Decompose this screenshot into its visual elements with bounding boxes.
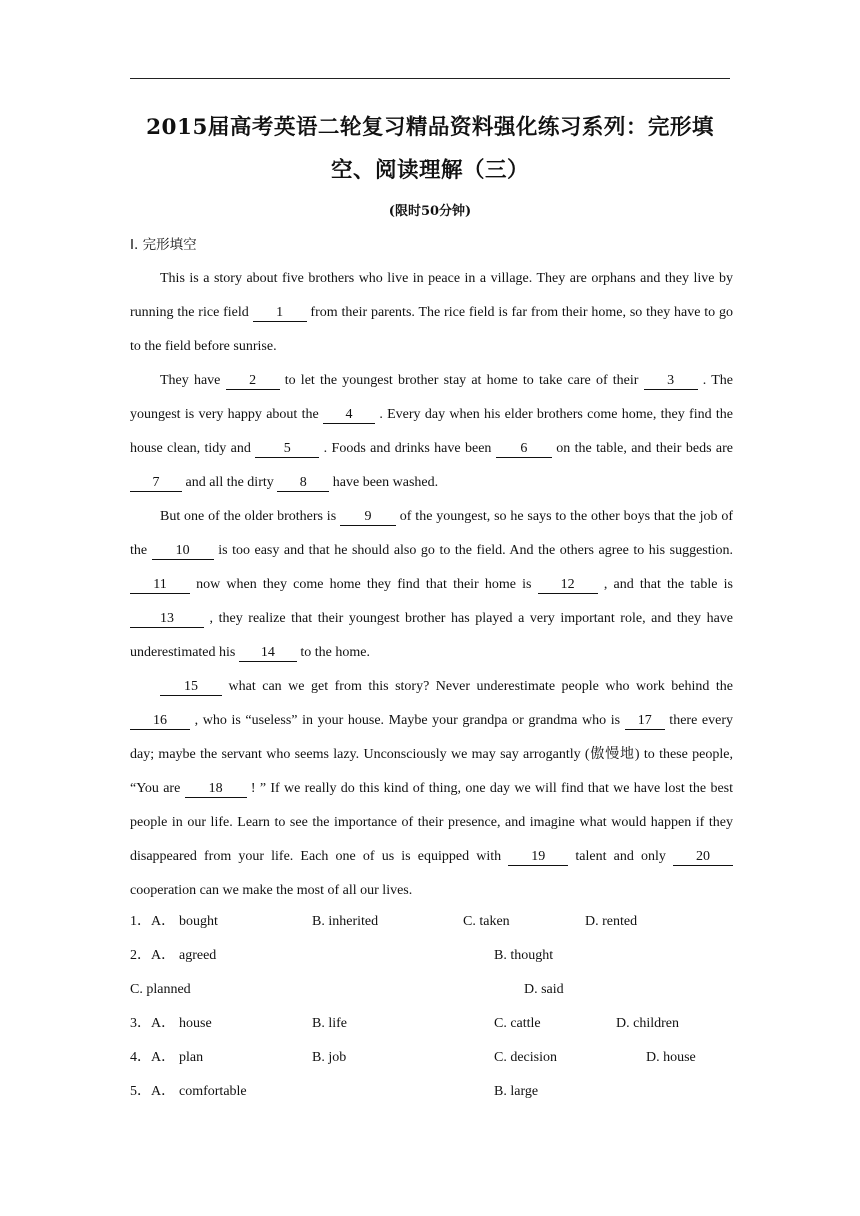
blank-11: 11 [130,576,190,594]
option-number: 1．A． [130,914,176,929]
option-row-3 [130,1007,740,1041]
option-row-2 [130,939,740,973]
option-a: plan [179,1050,204,1065]
option-d: D. rented [585,914,638,929]
passage-text: now when they come home they find that their home is [190,577,538,592]
answer-options [130,905,740,1109]
option-number: 3．A． [130,1016,176,1031]
passage-text: . The youngest is very happy about the [130,373,733,422]
option-c: C. taken [463,914,510,929]
passage-text: This is a story about five brothers who live in peace in a village. They are orphans and they live by running the rice field [130,271,733,320]
paragraph-3 [130,500,733,670]
blank-9: 9 [340,508,396,526]
paragraph-4 [130,670,733,908]
passage-text: , who is “useless” in your house. Maybe your grandpa or grandma who is [190,713,625,728]
time-limit: (限时50分钟) [388,204,472,219]
title-line-1: 2015届高考英语二轮复习精品资料强化练习系列：完形填 [146,115,714,140]
title-line-2: 空、阅读理解（三） [330,158,529,183]
blank-5: 5 [255,440,319,458]
blank-13: 13 [130,610,204,628]
option-d: D. said [524,982,564,997]
passage-text: there every day; maybe the servant who seems lazy. Unconsciously we may say arrogantly (傲慢地) to these people, “You are [130,713,733,796]
page-title [130,106,730,192]
passage-text: what can we get from this story? Never underestimate people who work behind the [222,679,733,694]
cloze-passage [130,262,733,908]
header-rule [130,78,730,79]
option-b: B. inherited [312,914,379,929]
passage-text: . Every day when his elder brothers come home, they find the house clean, tidy and [130,407,734,456]
passage-text: , and that the table is [597,577,733,592]
option-c: C. cattle [494,1016,541,1031]
passage-text: They have [160,373,226,388]
blank-10: 10 [152,542,214,560]
blank-6: 6 [496,440,552,458]
blank-8: 8 [277,474,329,492]
blank-3: 3 [644,372,698,390]
blank-2: 2 [226,372,280,390]
option-number: 2．A． [130,948,176,963]
passage-text: of the youngest, so he says to the other boys that the job of the [130,509,734,558]
blank-1: 1 [253,304,307,322]
passage-text: is too easy and that he should also go to the field. And the others agree to his suggestion. [213,543,734,558]
blank-7: 7 [130,474,182,492]
paragraph-1 [130,262,733,364]
option-b: B. job [312,1050,347,1065]
blank-19: 19 [508,848,568,866]
passage-text: have been washed. [329,475,439,490]
option-b: B. life [312,1016,347,1031]
paragraph-2 [130,364,733,500]
option-row-1 [130,905,740,939]
blank-20: 20 [673,848,733,866]
passage-text: to let the youngest brother stay at home to take care of their [279,373,644,388]
blank-15: 15 [160,678,222,696]
blank-18: 18 [185,780,247,798]
passage-text: cooperation can we make the most of all our lives. [130,883,413,898]
passage-text: on the table, and their beds are [551,441,734,456]
option-a: bought [179,914,218,929]
option-b: B. thought [494,948,554,963]
option-c: C. decision [494,1050,557,1065]
passage-text: , they realize that their youngest brother has played a very important role, and they have underestimated his [130,611,733,660]
option-number: 4．A． [130,1050,176,1065]
option-a: house [179,1016,212,1031]
option-d: D. children [616,1016,679,1031]
passage-text: ! ” If we really do this kind of thing, one day we will find that we have lost the best people in our life. Learn to see the importance of their presence, and imagine what would happen if they disappeared from your life. Each one of us is equipped with [130,781,733,864]
passage-text: talent and only [568,849,673,864]
section-heading: Ⅰ. 完形填空 [130,237,197,253]
option-c: C. planned [130,982,191,997]
blank-16: 16 [130,712,190,730]
passage-text: But one of the older brothers is [160,509,340,524]
option-row-5 [130,1075,740,1109]
option-d: D. house [646,1050,696,1065]
blank-14: 14 [239,644,297,662]
passage-text: to the home. [296,645,370,660]
blank-4: 4 [323,406,375,424]
option-a: agreed [179,948,217,963]
blank-17: 17 [625,712,665,730]
blank-12: 12 [538,576,598,594]
passage-text: . Foods and drinks have been [319,441,496,456]
option-row-2b [130,973,740,1007]
option-row-4 [130,1041,740,1075]
option-number: 5．A． [130,1084,176,1099]
option-a: comfortable [179,1084,247,1099]
passage-text: and all the dirty [182,475,278,490]
option-b: B. large [494,1084,539,1099]
passage-text: from their parents. The rice field is far from their home, so they have to go to the field before sunrise. [130,305,733,354]
